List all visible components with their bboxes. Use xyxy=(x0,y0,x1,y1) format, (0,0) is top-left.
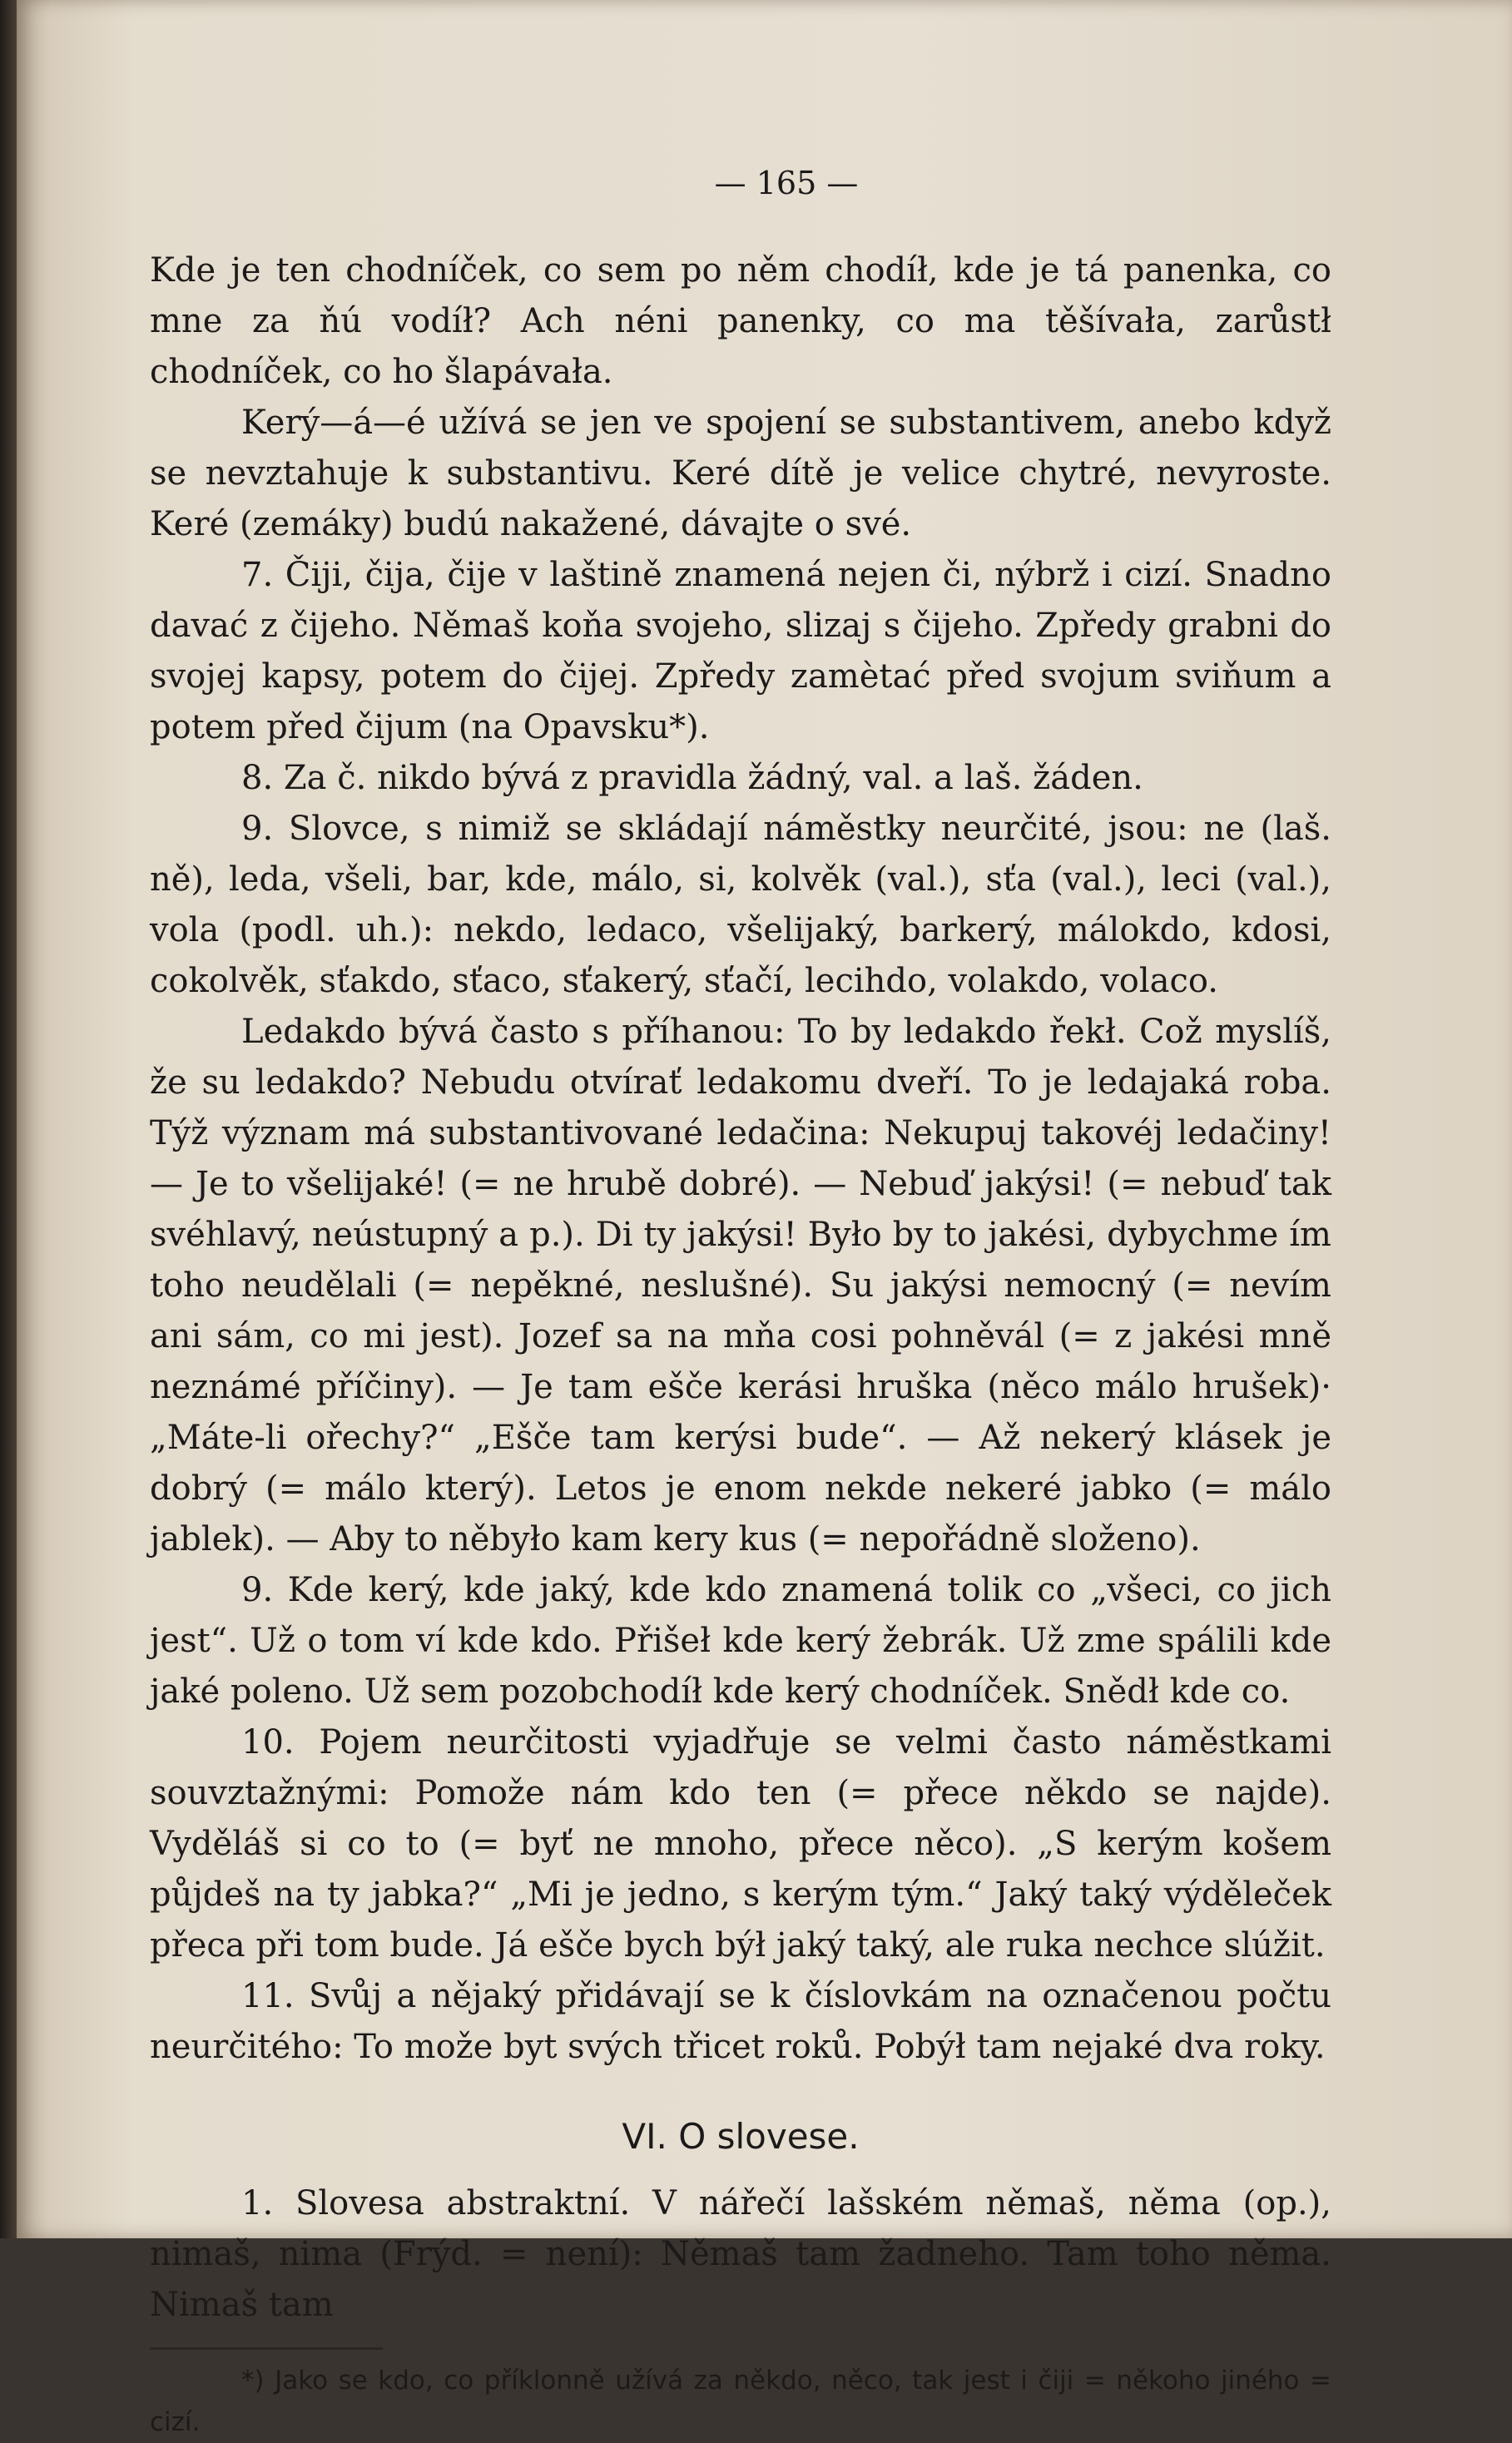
footnote-text: *) Jako se kdo, co příklonně užívá za někdo, něco, tak jest i čiji = někoho jiného = cizí. xyxy=(150,2366,1331,2437)
paragraph-9: 11. Svůj a nějaký přidávají se k číslovkám na označenou počtu neurčitého: To može byt svých třicet roků. Pobýł tam nejaké dva roky. xyxy=(150,1977,1331,2066)
footnote-rule xyxy=(150,2347,383,2350)
section-title: VI. O slovese. xyxy=(622,2116,860,2157)
page-content xyxy=(150,158,1331,2443)
paragraph-8: 10. Pojem neurčitosti vyjadřuje se velmi často náměstkami souvztažnými: Pomože nám kdo ten (= přece někdo se najde). Vyděláš si co to (= byť ne mnoho, přece něco). „S kerým košem půjdeš na ty jabka?“ „Mi je jedno, s kerým tým.“ Jaký taký výdělеček přeca při tom bude. Já ešče bych býł jaký taký, ale ruka nechce slúžit. xyxy=(150,1723,1331,1965)
paragraph-3: 7. Čiji, čija, čije v laštině znamená nejen či, nýbrž i cizí. Snadno davać z čijeho. Němaš koňa svojeho, slizaj s čijeho. Zpředy grabni do svojej kapsy, potem do čijej. Zpředy zamètać před svojum sviňum a potem před čijum (na Opavsku*). xyxy=(150,556,1331,746)
paragraph-1: Kde je ten chodníček, co sem po něm chodíł, kde je tá panenka, co mne za ňú vodíł? Ach néni panenky, co ma těšívała, zarůstł chodníček, co ho šlapávała. xyxy=(150,251,1331,391)
paragraph-6: Ledakdo bývá často s příhanou: To by ledakdo řekł. Což myslíš, že su ledakdo? Nebudu otvírať ledakomu dveří. To je ledajaká roba. Týž význam má substantivované ledačina: Nekupuj takovéj ledačiny! — Je to všelijaké! (= ne hrubě dobré). — Nebuď jakýsi! (= nebuď tak svéhlavý, neústupný a p.). Di ty jakýsi! Było by to jakési, dybychme ím toho neudělali (= nepěkné, neslušné). Su jakýsi nemocný (= nevím ani sám, co mi jest). Jozef sa na mňa cosi pohněvál (= z jakési mně neznámé příčiny). — Je tam ešče kerási hruška (něco málo hrušek)· „Máte-li ořechy?“ „Ešče tam kerýsi bude“. — Až nekerý klásek je dobrý (= málo který). Letos je enom nekde nekeré jabko (= málo jablek). — Aby to něbyło kam kery kus (= nepořádně složeno). xyxy=(150,1013,1331,1558)
paragraph-7: 9. Kde kerý, kde jaký, kde kdo znamená tolik co „všeci, co jich jest“. Už o tom ví kde kdo. Přišeł kde kerý žebrák. Už zme spálili kde jaké poleno. Už sem pozobchodíł kde kerý chodníček. Snědł kde co. xyxy=(150,1571,1331,1711)
paragraph-4: 8. Za č. nikdo bývá z pravidla žádný, val. a laš. žáden. xyxy=(241,759,1143,797)
paragraph-2: Kerý—á—é užívá se jen ve spojení se substantivem, anebo když se nevztahuje k substantivu. Keré dítě je velice chytré, nevyroste. Keré (zemáky) budú nakažené, dávajte o své. xyxy=(150,404,1331,543)
footnote xyxy=(150,2360,1331,2443)
book-page xyxy=(17,0,1512,2437)
paragraph-5: 9. Slovce, s nimiž se skládají náměstky neurčité, jsou: ne (laš. ně), leda, všeli, bar, kde, málo, si, kolvěk (val.), sťa (val.), leci (val.), vola (podl. uh.): nekdo, ledaco, všelijaký, barkerý, málokdo, kdosi, cokolvěk, sťakdo, sťaco, sťakerý, sťačí, lecihdo, volakdo, volaco. xyxy=(150,810,1331,1000)
page-number: — 165 — xyxy=(714,165,859,201)
page-gutter-shadow xyxy=(0,0,17,2238)
section-paragraph: 1. Slovesa abstraktní. V nářečí lašském němaš, něma (op.), nimaš, nima (Frýd. = není): Němaš tam žadneho. Tam toho něma. Nimaš tam xyxy=(150,2184,1331,2324)
